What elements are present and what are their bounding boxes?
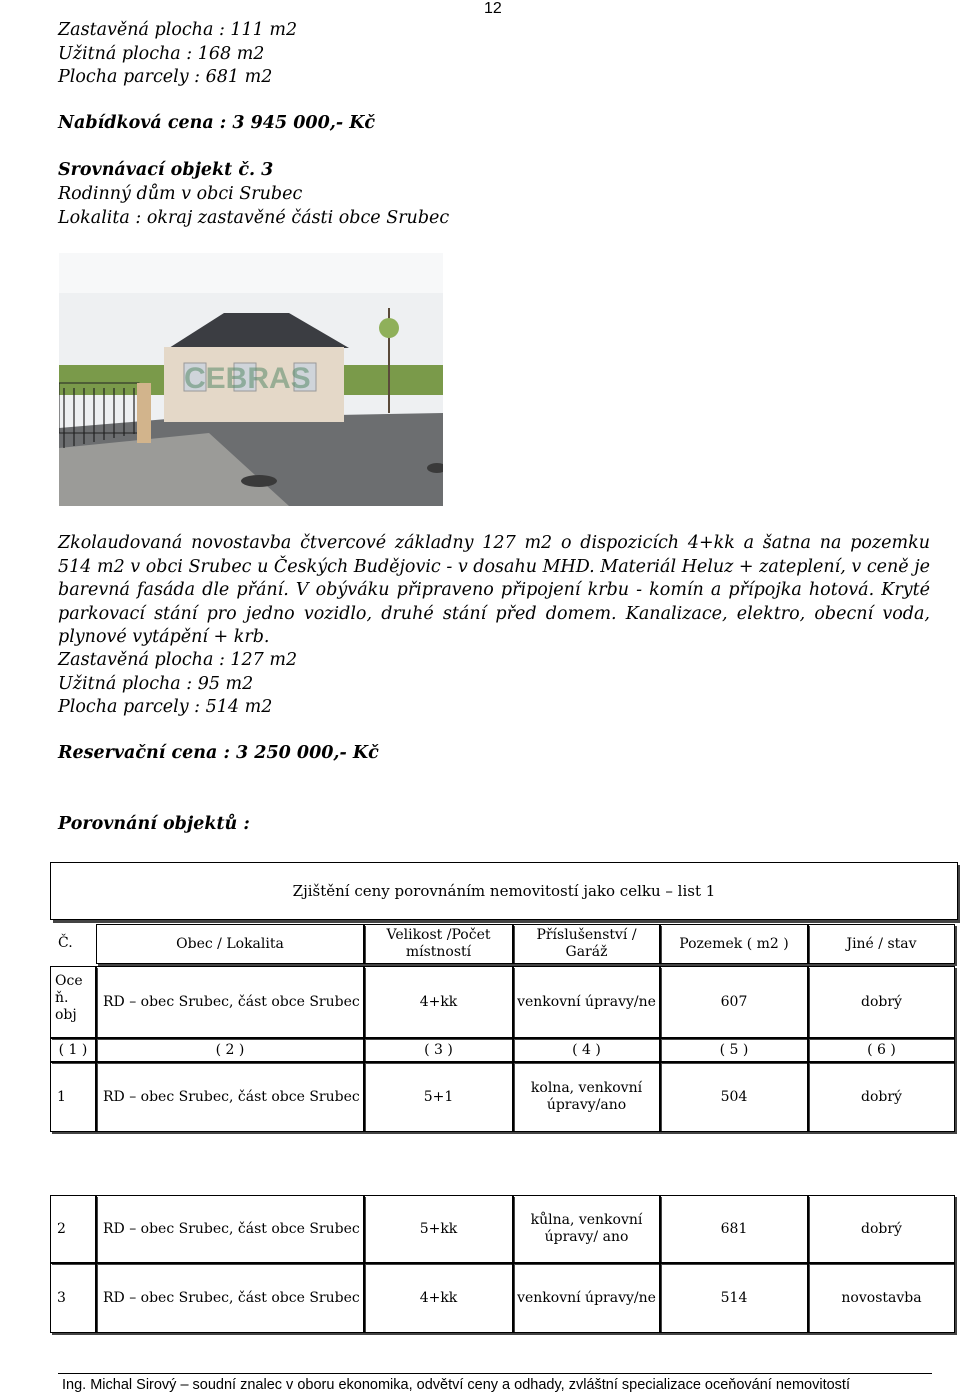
row-0-location: RD – obec Srubec, část obce Srubec	[96, 966, 364, 1038]
page-number: 12	[484, 0, 502, 17]
object-type: Rodinný dům v obci Srubec	[58, 184, 303, 204]
row-0-accessories: venkovní úpravy/ne	[513, 966, 660, 1038]
col-number-2: ( 2 )	[96, 1038, 364, 1062]
reserve-price: Reservační cena : 3 250 000,- Kč	[58, 743, 379, 763]
footer-divider	[58, 1373, 932, 1374]
previous-object-areas	[58, 19, 297, 90]
header-number: Č.	[58, 935, 73, 951]
header-size: Velikost /Počet místností	[364, 924, 513, 964]
row-1-location: RD – obec Srubec, část obce Srubec	[96, 1062, 364, 1132]
row-0-state: dobrý	[808, 966, 955, 1038]
row-1-size: 5+1	[364, 1062, 513, 1132]
row-3-size: 4+kk	[364, 1263, 513, 1333]
photo-watermark: CEBRAS	[184, 362, 311, 395]
row-2-size: 5+kk	[364, 1195, 513, 1263]
object-3-info	[58, 183, 449, 230]
footer: Ing. Michal Sirový – soudní znalec v oboru ekonomika, odvětví ceny a odhady, zvláštní specializace oceňování nemovitostí	[62, 1377, 850, 1393]
plot-area: Plocha parcely : 514 m2	[58, 697, 273, 717]
row-3-accessories: venkovní úpravy/ne	[513, 1263, 660, 1333]
row-2-state: dobrý	[808, 1195, 955, 1263]
row-3-plot: 514	[660, 1263, 808, 1333]
row-1-state: dobrý	[808, 1062, 955, 1132]
object-description: Zkolaudovaná novostavba čtvercové základny 127 m2 o dispozicích 4+kk a šatna na pozemku 514 m2 v obci Srubec u Českých Budějovic - v dosahu MHD. Materiál Heluz + zateplení, v ceně je barevná fasáda dle přání. V obýváku připraveno připojení krbu - komín a přípojka hotová. Kryté parkovací stání pro jedno vozidlo, druhé stání před domem. Kanalizace, elektro, obecní voda, plynové vytápění + krb.	[58, 533, 930, 647]
header-plot: Pozemek ( m2 )	[660, 924, 808, 964]
table-title: Zjištění ceny porovnáním nemovitostí jako celku – list 1	[50, 862, 958, 920]
built-area: Zastavěná plocha : 127 m2	[58, 650, 298, 670]
offer-price: Nabídková cena : 3 945 000,- Kč	[58, 113, 376, 133]
row-3-number: 3	[50, 1263, 96, 1333]
row-1-plot: 504	[660, 1062, 808, 1132]
row-3-state: novostavba	[808, 1263, 955, 1333]
row-1-accessories: kolna, venkovní úpravy/ano	[513, 1062, 660, 1132]
row-3-location: RD – obec Srubec, část obce Srubec	[96, 1263, 364, 1333]
row-2-plot: 681	[660, 1195, 808, 1263]
col-number-4: ( 4 )	[513, 1038, 660, 1062]
header-accessories: Příslušenství / Garáž	[513, 924, 660, 964]
built-area: Zastavěná plocha : 111 m2	[58, 20, 298, 40]
usable-area: Užitná plocha : 95 m2	[58, 673, 254, 694]
object-3-heading: Srovnávací objekt č. 3	[58, 160, 274, 180]
row-2-number: 2	[50, 1195, 96, 1263]
row-1-number: 1	[50, 1062, 96, 1132]
col-number-5: ( 5 )	[660, 1038, 808, 1062]
col-number-6: ( 6 )	[808, 1038, 955, 1062]
object-3-areas	[58, 649, 297, 720]
header-location: Obec / Lokalita	[96, 924, 364, 964]
col-number-1: ( 1 )	[50, 1038, 96, 1062]
row-2-accessories: kůlna, venkovní úpravy/ ano	[513, 1195, 660, 1263]
header-state: Jiné / stav	[808, 924, 955, 964]
comparison-heading: Porovnání objektů :	[58, 814, 250, 834]
usable-area: Užitná plocha : 168 m2	[58, 43, 265, 64]
row-0-size: 4+kk	[364, 966, 513, 1038]
object-location: Lokalita : okraj zastavěné části obce Srubec	[58, 207, 450, 228]
row-0-number: Oce ň. obj	[50, 966, 96, 1038]
row-0-plot: 607	[660, 966, 808, 1038]
plot-area: Plocha parcely : 681 m2	[58, 67, 273, 87]
house-photo	[59, 253, 443, 506]
row-2-location: RD – obec Srubec, část obce Srubec	[96, 1195, 364, 1263]
col-number-3: ( 3 )	[364, 1038, 513, 1062]
